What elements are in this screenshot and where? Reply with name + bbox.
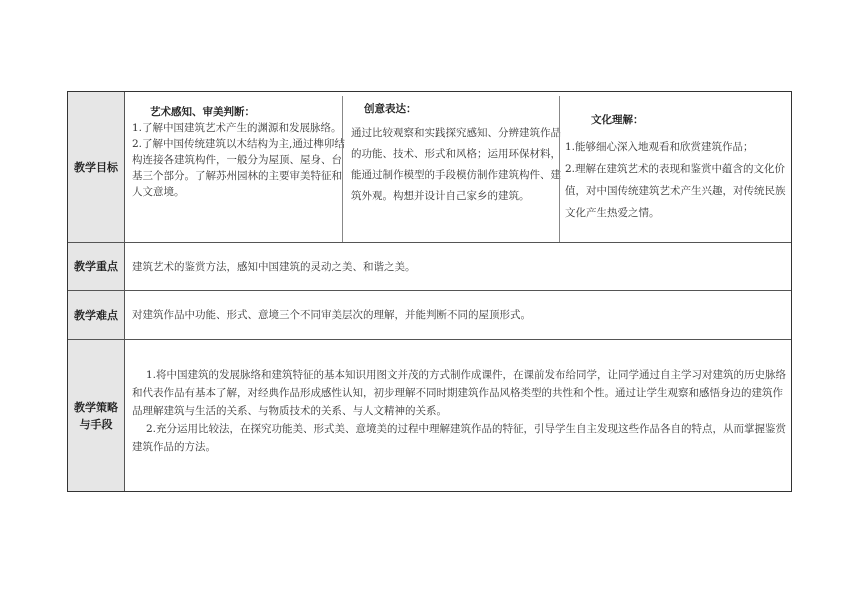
aesthetic-point-2: 2.了解中国传统建筑以木结构为主,通过榫卯结构连接各建筑构件，一般分为屋顶、屋身、台基三个部分。了解苏州园林的主要审美特征和人文意境。 <box>132 138 345 198</box>
row-divider-3 <box>68 339 791 340</box>
difficulty-body: 对建筑作品中功能、形式、意境三个不同审美层次的理解，并能判断不同的屋顶形式。 <box>132 309 531 321</box>
difficulty-header-text: 教学难点 <box>74 308 118 322</box>
strategy-body <box>132 366 786 456</box>
aesthetic-title: 艺术感知、审美判断： <box>150 106 255 118</box>
goals-col-divider-2 <box>559 96 560 242</box>
culture-title: 文化理解： <box>591 114 644 126</box>
key-header <box>68 243 125 290</box>
difficulty-header <box>68 291 125 339</box>
goals-col-culture <box>565 112 787 224</box>
goals-header-text: 教学目标 <box>74 160 118 174</box>
goals-header <box>68 92 125 242</box>
strategy-paragraph-1: 1.将中国建筑的发展脉络和建筑特征的基本知识用图文并茂的方式制作成课件，在课前发布给同学，让同学通过自主学习对建筑的历史脉络和代表作品有基本了解，对经典作品形成感性认知，初步理解不同时期建筑作品风格类型的共性和个性。通过让学生观察和感悟身边的建筑作品理解建筑与生活的关系、与物质技术的关系、与人文精神的关系。 <box>132 369 787 417</box>
key-header-text: 教学重点 <box>74 260 118 273</box>
aesthetic-point-1: 1.了解中国建筑艺术产生的渊源和发展脉络。 <box>132 122 342 134</box>
row-divider-2 <box>68 290 791 291</box>
lesson-plan-table <box>67 91 792 492</box>
creative-title: 创意表达： <box>364 103 417 115</box>
key-body: 建筑艺术的鉴赏方法，感知中国建筑的灵动之美、和谐之美。 <box>132 261 416 273</box>
strategy-paragraph-2: 2.充分运用比较法，在探究功能美、形式美、意境美的过程中理解建筑作品的特征，引导学生自主发现这些作品各自的特点，从而掌握鉴赏建筑作品的方法。 <box>132 423 787 453</box>
goals-col-aesthetic <box>132 104 346 200</box>
strategy-header <box>68 340 125 491</box>
goals-col-creative <box>351 101 561 207</box>
goals-col-divider-1 <box>342 96 343 242</box>
row-divider-1 <box>68 242 791 243</box>
strategy-header-line-1: 教学策略 <box>74 400 118 414</box>
culture-point-2: 2.理解在建筑艺术的表现和鉴赏中蕴含的文化价值，对中国传统建筑艺术产生兴趣，对传统民族文化产生热爱之情。 <box>565 163 786 219</box>
culture-point-1: 1.能够细心深入地观看和欣赏建筑作品； <box>565 141 754 153</box>
creative-body: 通过比较观察和实践探究感知、分辨建筑作品的功能、技术、形式和风格；运用环保材料，能通过制作模型的手段模仿制作建筑构件、建筑外观。构想并设计自己家乡的建筑。 <box>351 127 561 202</box>
strategy-header-line-2: 与手段 <box>79 417 113 431</box>
